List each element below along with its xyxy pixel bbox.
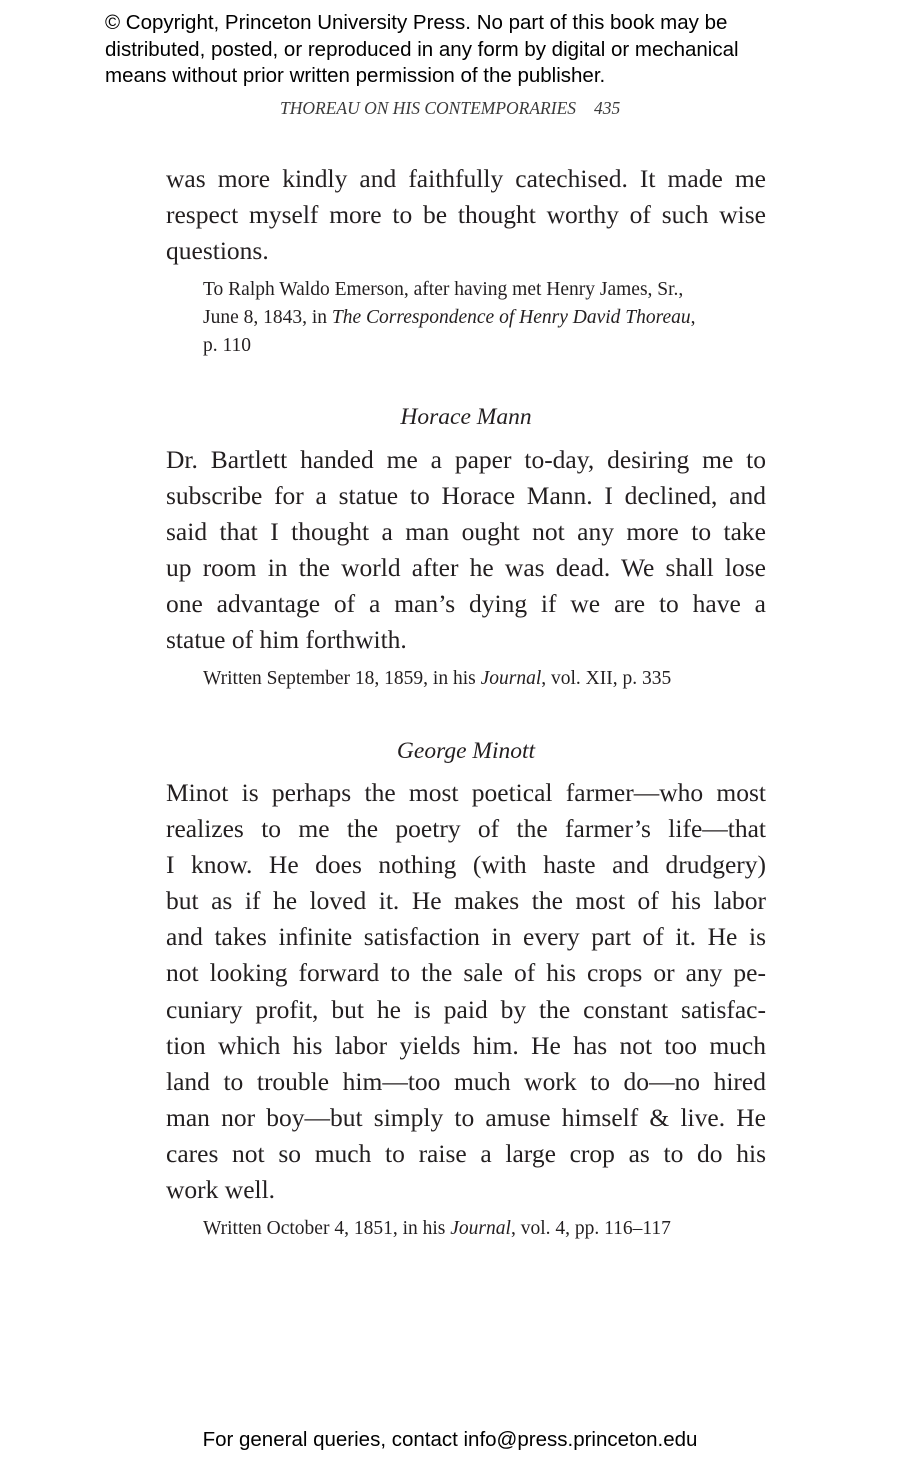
text-line: not looking forward to the sale of his crops or any pe- (166, 958, 766, 988)
text-line: subscribe for a statue to Horace Mann. I declined, and (166, 481, 766, 511)
text-line: Dr. Bartlett handed me a paper to-day, desiring me to (166, 445, 766, 474)
section-heading-horace-mann: Horace Mann (400, 404, 532, 430)
running-head-title: THOREAU ON HIS CONTEMPORARIES (280, 98, 577, 118)
text-line: respect myself more to be thought worthy of such wise (166, 200, 766, 230)
text-line: tion which his labor yields him. He has not too much (166, 1030, 766, 1060)
copyright-line: © Copyright, Princeton University Press. No part of this book may be (105, 11, 728, 34)
text-line: questions. (166, 236, 269, 266)
citation-text: Written September 18, 1859, in his (203, 668, 481, 689)
section-heading-george-minott: George Minott (396, 738, 536, 764)
text-line: was more kindly and faithfully catechised. It made me (166, 164, 766, 193)
text-line: one advantage of a man’s dying if we are to have a (166, 589, 766, 619)
quote-paragraph-emerson (166, 161, 766, 269)
citation-title: The Correspondence of Henry David Thoreau (331, 307, 691, 328)
text-line: cuniary profit, but he is paid by the constant satisfac- (166, 994, 766, 1024)
copyright-line: distributed, posted, or reproduced in any form by digital or mechanical (105, 37, 739, 61)
quote-paragraph-horace-mann (166, 442, 766, 659)
contact-footer: For general queries, contact info@press.princeton.edu (202, 1428, 698, 1451)
text-line: land to trouble him—too much work to do—no hired (166, 1066, 766, 1096)
copyright-line: means without prior written permission of the publisher. (105, 64, 606, 87)
copyright-notice (105, 10, 845, 90)
citation-line (203, 304, 696, 332)
running-head (280, 98, 620, 119)
citation-text: , vol. 4, pp. 116–117 (510, 1218, 671, 1239)
quote-paragraph-george-minott (166, 775, 766, 1208)
citation-title: Journal (480, 668, 542, 689)
text-line: said that I thought a man ought not any more to take (166, 517, 766, 547)
citation-line: To Ralph Waldo Emerson, after having met Henry James, Sr., (203, 279, 684, 300)
text-line: I know. He does nothing (with haste and drudgery) (166, 850, 766, 880)
citation-text: June 8, 1843, in (203, 307, 332, 328)
citation-horace-mann (203, 665, 671, 693)
citation-emerson (203, 276, 696, 360)
text-line: and takes infinite satisfaction in every part of it. He is (166, 922, 766, 952)
citation-line: p. 110 (203, 335, 252, 356)
text-line: man nor boy—but simply to amuse himself & live. He (166, 1102, 766, 1132)
text-line: work well. (166, 1175, 276, 1205)
citation-line (203, 665, 671, 693)
citation-text: Written October 4, 1851, in his (203, 1218, 451, 1239)
citation-text: , (690, 307, 696, 328)
citation-line (203, 1215, 671, 1243)
citation-george-minott (203, 1215, 671, 1243)
citation-text: , vol. XII, p. 335 (541, 668, 672, 689)
text-line: realizes to me the poetry of the farmer’s life—that (166, 814, 766, 844)
text-line: cares not so much to raise a large crop as to do his (166, 1138, 766, 1168)
text-line: up room in the world after he was dead. We shall lose (166, 553, 766, 583)
page-number: 435 (594, 98, 621, 118)
text-line: but as if he loved it. He makes the most of his labor (166, 886, 766, 916)
text-line: Minot is perhaps the most poetical farmer—who most (166, 778, 766, 807)
text-line: statue of him forthwith. (166, 625, 407, 655)
citation-title: Journal (450, 1218, 511, 1239)
